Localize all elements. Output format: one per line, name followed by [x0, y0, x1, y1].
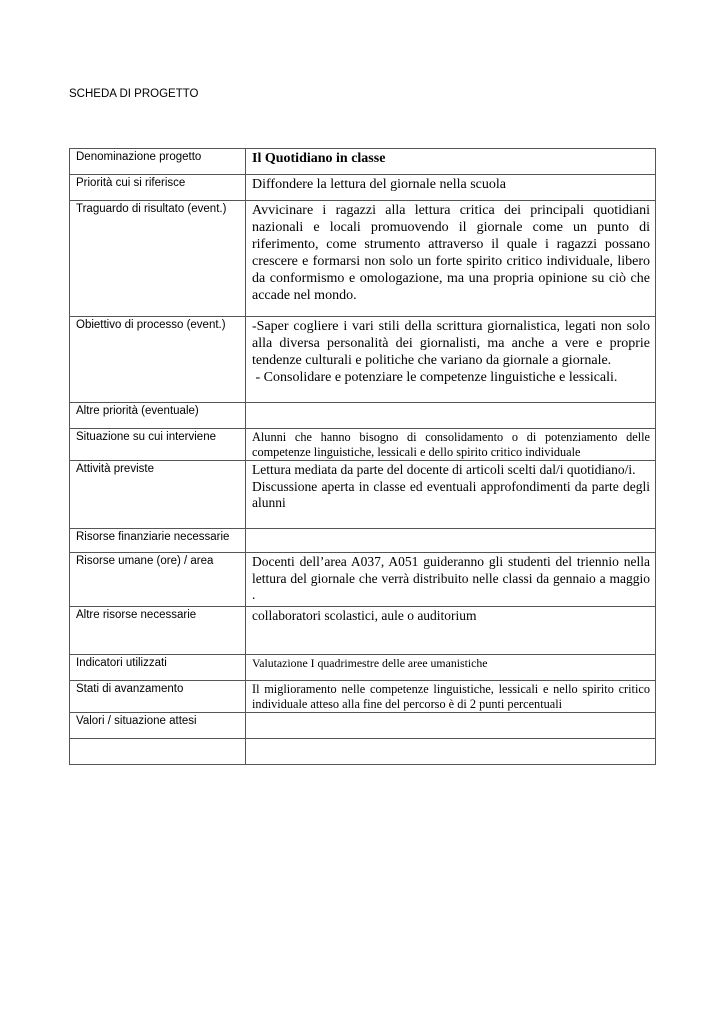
empty-value	[246, 529, 656, 553]
table-row	[70, 317, 656, 403]
row-label: Priorità cui si riferisce	[70, 175, 246, 201]
table-row	[70, 201, 656, 317]
project-name-value: Il Quotidiano in classe	[246, 149, 656, 175]
table-row	[70, 403, 656, 429]
row-label: Altre risorse necessarie	[70, 607, 246, 655]
empty-value	[246, 739, 656, 765]
row-label: Denominazione progetto	[70, 149, 246, 175]
activities-value	[246, 461, 656, 529]
row-label: Obiettivo di processo (event.)	[70, 317, 246, 403]
row-label: Altre priorità (eventuale)	[70, 403, 246, 429]
table-row	[70, 149, 656, 175]
table-row	[70, 461, 656, 529]
table-row	[70, 607, 656, 655]
objective-value	[246, 317, 656, 403]
indicators-value: Valutazione I quadrimestre delle aree umanistiche	[246, 655, 656, 681]
row-label: Traguardo di risultato (event.)	[70, 201, 246, 317]
row-label: Risorse umane (ore) / area	[70, 553, 246, 607]
row-label	[70, 739, 246, 765]
other-resources-value: collaboratori scolastici, aule o auditorium	[246, 607, 656, 655]
objective-line: -Saper cogliere i vari stili della scrittura giornalistica, legati non solo alla diversa personalità dei giornalisti, ma anche a vere e proprie tendenze culturali e politiche che variano da giornale a giornale.	[252, 319, 650, 368]
row-label: Indicatori utilizzati	[70, 655, 246, 681]
table-row	[70, 681, 656, 713]
goal-value: Avvicinare i ragazzi alla lettura critica dei principali quotidiani nazionali e locali promuovendo il giornale come un punto di riferimento, come strumento attraverso il quale i ragazzi possano crescere e formarsi non solo un forte spirito critico individuale, libero da conformismo e omologazione, ma una propria opinione su ciò che accade nel mondo.	[246, 201, 656, 317]
human-resources-value: Docenti dell’area A037, A051 guideranno gli studenti del triennio nella lettura del giornale che verrà distribuito nelle classi da gennaio a maggio .	[246, 553, 656, 607]
table-row	[70, 713, 656, 739]
table-row	[70, 655, 656, 681]
activities-line: Discussione aperta in classe ed eventuali approfondimenti da parte degli alunni	[252, 478, 650, 510]
objective-line: - Consolidare e potenziare le competenze linguistiche e lessicali.	[252, 370, 618, 385]
document-heading: SCHEDA DI PROGETTO	[69, 88, 199, 100]
table-row	[70, 175, 656, 201]
table-row	[70, 739, 656, 765]
empty-value	[246, 403, 656, 429]
table-row	[70, 429, 656, 461]
row-label: Valori / situazione attesi	[70, 713, 246, 739]
row-label: Risorse finanziarie necessarie	[70, 529, 246, 553]
situation-value: Alunni che hanno bisogno di consolidamento o di potenziamento delle competenze linguistiche, lessicali e dello spirito critico individuale	[246, 429, 656, 461]
table-row	[70, 553, 656, 607]
progress-value: Il miglioramento nelle competenze linguistiche, lessicali e nello spirito critico individuale atteso alla fine del percorso è di 2 punti percentuali	[246, 681, 656, 713]
table-row	[70, 529, 656, 553]
priority-value: Diffondere la lettura del giornale nella scuola	[246, 175, 656, 201]
empty-value	[246, 713, 656, 739]
row-label: Stati di avanzamento	[70, 681, 246, 713]
row-label: Situazione su cui interviene	[70, 429, 246, 461]
row-label: Attività previste	[70, 461, 246, 529]
project-table	[69, 148, 656, 765]
activities-line: Lettura mediata da parte del docente di articoli scelti dal/i quotidiano/i.	[252, 462, 636, 477]
